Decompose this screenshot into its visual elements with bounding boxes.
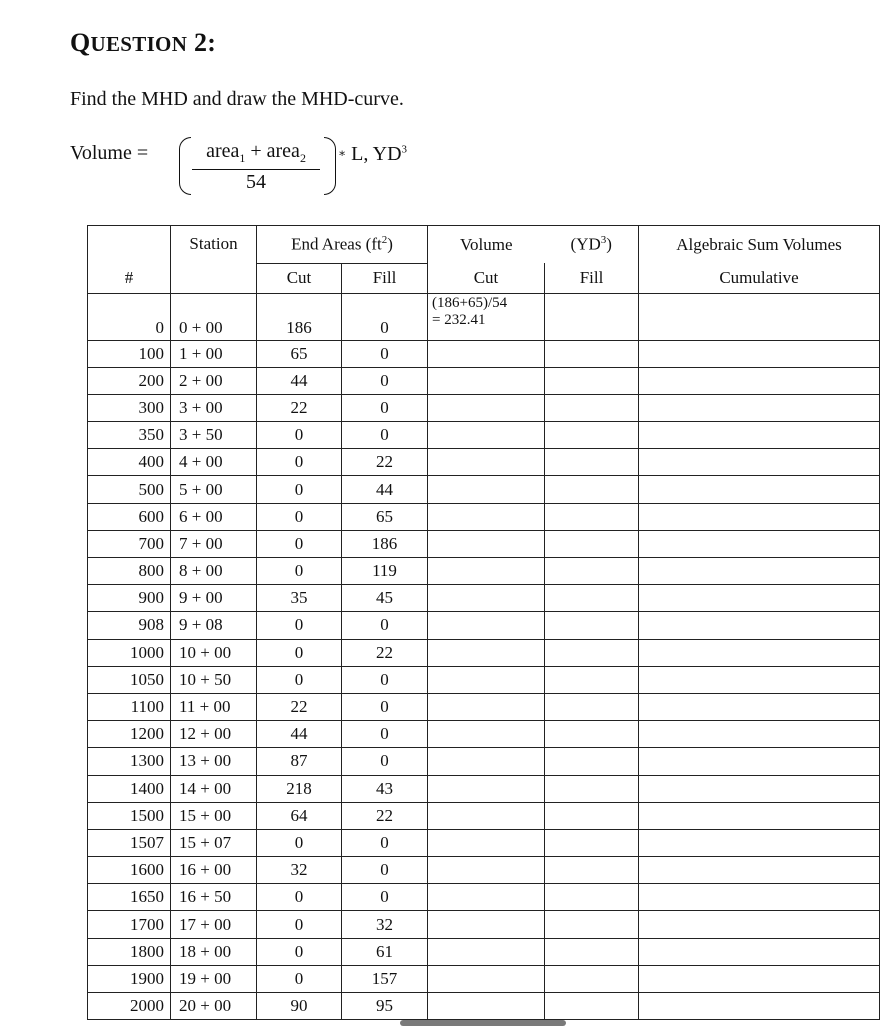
cell-cumulative [639, 394, 880, 421]
header-yd3: $(YD^3)$ [545, 226, 639, 264]
cell-cut: 90 [257, 993, 342, 1020]
cell-cut: 44 [257, 721, 342, 748]
header-volume-cut: Cut [428, 263, 545, 293]
cell-cumulative [639, 993, 880, 1020]
cell-volume-cut [428, 965, 545, 992]
cell-cumulative [639, 367, 880, 394]
formula-numerator: area$_1$ + area$_2$ [206, 140, 306, 165]
cell-station: 10 + 00 [171, 639, 257, 666]
cell-cut: 218 [257, 775, 342, 802]
header-end-areas: End Areas $(ft^2)$ [257, 226, 428, 264]
cell-station: 2 + 00 [171, 367, 257, 394]
cell-volume-fill [545, 884, 639, 911]
header-volume: Volume [428, 226, 545, 264]
cell-fill: 0 [342, 612, 428, 639]
cell-num: 1700 [88, 911, 171, 938]
instruction-text: Find the MHD and draw the MHD-curve. [70, 88, 404, 110]
cell-station: 19 + 00 [171, 965, 257, 992]
cell-station: 15 + 07 [171, 829, 257, 856]
cell-cut: 44 [257, 367, 342, 394]
cell-station: 15 + 00 [171, 802, 257, 829]
cell-num: 1100 [88, 693, 171, 720]
table-row [88, 965, 880, 992]
header-station-bottom [171, 263, 257, 293]
cell-cut: 0 [257, 829, 342, 856]
table-row [88, 530, 880, 557]
cell-station: 7 + 00 [171, 530, 257, 557]
cell-station: 6 + 00 [171, 503, 257, 530]
cell-station: 9 + 00 [171, 585, 257, 612]
cell-station: 16 + 50 [171, 884, 257, 911]
cell-cumulative [639, 612, 880, 639]
cell-fill: 0 [342, 422, 428, 449]
cell-volume-fill [545, 340, 639, 367]
table-row [88, 693, 880, 720]
cell-fill: 0 [342, 829, 428, 856]
table-row [88, 748, 880, 775]
cell-cumulative [639, 721, 880, 748]
cell-fill: 32 [342, 911, 428, 938]
cell-volume-fill [545, 530, 639, 557]
cell-volume-cut [428, 802, 545, 829]
cell-cumulative [639, 802, 880, 829]
cell-num: 1300 [88, 748, 171, 775]
cell-volume-fill [545, 666, 639, 693]
cell-cumulative [639, 476, 880, 503]
table-row [88, 802, 880, 829]
table-row [88, 422, 880, 449]
cell-station: 1 + 00 [171, 340, 257, 367]
cell-num: 500 [88, 476, 171, 503]
cell-cut: 0 [257, 884, 342, 911]
cell-num: 1200 [88, 721, 171, 748]
cell-volume-cut [428, 993, 545, 1020]
cell-station: 5 + 00 [171, 476, 257, 503]
cell-volume-cut [428, 666, 545, 693]
cell-volume-cut [428, 293, 545, 340]
cell-cumulative [639, 829, 880, 856]
cell-num: 600 [88, 503, 171, 530]
cell-fill: 22 [342, 449, 428, 476]
table-row [88, 993, 880, 1020]
cell-volume-cut [428, 938, 545, 965]
cell-cumulative [639, 666, 880, 693]
cell-volume-cut [428, 476, 545, 503]
formula-denominator: 54 [246, 171, 266, 193]
formula-lhs: Volume = [70, 142, 149, 164]
table-row [88, 938, 880, 965]
header-algebraic-sum: Algebraic Sum Volumes [639, 226, 880, 264]
cell-cut: 0 [257, 911, 342, 938]
table-row [88, 612, 880, 639]
cell-cumulative [639, 965, 880, 992]
cell-volume-fill [545, 639, 639, 666]
cell-cumulative [639, 938, 880, 965]
cell-cut: 22 [257, 693, 342, 720]
cell-fill: 0 [342, 666, 428, 693]
cell-cut: 0 [257, 612, 342, 639]
cell-volume-cut [428, 340, 545, 367]
cell-station: 20 + 00 [171, 993, 257, 1020]
cell-num: 1800 [88, 938, 171, 965]
cell-volume-fill [545, 293, 639, 340]
earthwork-table [87, 225, 880, 1020]
table-row [88, 666, 880, 693]
cell-volume-fill [545, 422, 639, 449]
cell-num: 1600 [88, 857, 171, 884]
cell-fill: 65 [342, 503, 428, 530]
fraction-bar [192, 169, 320, 170]
cell-cut: 0 [257, 422, 342, 449]
cell-volume-cut [428, 585, 545, 612]
cell-station: 18 + 00 [171, 938, 257, 965]
cell-num: 1900 [88, 965, 171, 992]
cell-cumulative [639, 422, 880, 449]
cell-cumulative [639, 530, 880, 557]
cell-num: 700 [88, 530, 171, 557]
cell-station: 4 + 00 [171, 449, 257, 476]
table-row [88, 476, 880, 503]
cell-station: 11 + 00 [171, 693, 257, 720]
cell-volume-cut [428, 857, 545, 884]
cell-volume-fill [545, 503, 639, 530]
cell-cumulative [639, 340, 880, 367]
cell-cut: 35 [257, 585, 342, 612]
cell-fill: 0 [342, 748, 428, 775]
cell-volume-cut [428, 748, 545, 775]
cell-cumulative [639, 911, 880, 938]
cell-cut: 0 [257, 503, 342, 530]
cell-volume-fill [545, 476, 639, 503]
cell-volume-cut [428, 639, 545, 666]
cell-num: 100 [88, 340, 171, 367]
cell-fill: 157 [342, 965, 428, 992]
volume-note-line1: (186+65)/54 [432, 294, 508, 311]
cell-cut: 0 [257, 639, 342, 666]
cell-cut: 64 [257, 802, 342, 829]
cell-volume-fill [545, 802, 639, 829]
cell-volume-cut [428, 693, 545, 720]
cell-station: 16 + 00 [171, 857, 257, 884]
cell-volume-fill [545, 585, 639, 612]
table-row [88, 829, 880, 856]
formula-rhs: ∗ L, $YD^3$ [338, 143, 408, 165]
cell-num: 1400 [88, 775, 171, 802]
cell-cut: 0 [257, 965, 342, 992]
cell-volume-fill [545, 693, 639, 720]
cell-volume-fill [545, 748, 639, 775]
header-fill: Fill [342, 263, 428, 293]
question-title: QUESTION 2: [70, 28, 217, 57]
header-cumulative: Cumulative [639, 263, 880, 293]
table-row [88, 857, 880, 884]
cell-num: 2000 [88, 993, 171, 1020]
cell-num: 1050 [88, 666, 171, 693]
cell-cut: 65 [257, 340, 342, 367]
cell-num: 900 [88, 585, 171, 612]
cell-cut: 0 [257, 449, 342, 476]
cell-station: 10 + 50 [171, 666, 257, 693]
cell-volume-fill [545, 911, 639, 938]
cell-cut: 0 [257, 666, 342, 693]
cell-station: 12 + 00 [171, 721, 257, 748]
cell-fill: 0 [342, 721, 428, 748]
cell-volume-fill [545, 965, 639, 992]
cell-volume-cut [428, 558, 545, 585]
cell-volume-fill [545, 721, 639, 748]
table-row [88, 558, 880, 585]
cell-volume-cut [428, 367, 545, 394]
cell-fill: 95 [342, 993, 428, 1020]
cell-cumulative [639, 639, 880, 666]
table-row [88, 585, 880, 612]
table-row [88, 503, 880, 530]
cell-cumulative [639, 748, 880, 775]
cell-cumulative [639, 884, 880, 911]
cell-volume-fill [545, 857, 639, 884]
cell-volume-cut [428, 422, 545, 449]
table-row [88, 911, 880, 938]
table-row [88, 721, 880, 748]
cell-cumulative [639, 857, 880, 884]
cell-fill: 119 [342, 558, 428, 585]
cell-volume-cut [428, 612, 545, 639]
cell-cut: 0 [257, 476, 342, 503]
cell-volume-cut [428, 829, 545, 856]
cell-station: 13 + 00 [171, 748, 257, 775]
cell-cumulative [639, 293, 880, 340]
table-row [88, 884, 880, 911]
cell-cumulative [639, 585, 880, 612]
cell-fill: 0 [342, 394, 428, 421]
cell-volume-cut [428, 775, 545, 802]
cell-cut: 32 [257, 857, 342, 884]
right-paren [324, 137, 336, 195]
cell-cumulative [639, 775, 880, 802]
header-num-top [88, 226, 171, 264]
cell-volume-fill [545, 612, 639, 639]
table-row [88, 775, 880, 802]
table-row [88, 394, 880, 421]
cell-volume-fill [545, 367, 639, 394]
table-row [88, 639, 880, 666]
cell-volume-cut [428, 911, 545, 938]
cell-cut: 0 [257, 938, 342, 965]
cell-num: 400 [88, 449, 171, 476]
cell-num: 908 [88, 612, 171, 639]
cell-cumulative [639, 449, 880, 476]
cell-fill: 0 [342, 340, 428, 367]
cell-station: 17 + 00 [171, 911, 257, 938]
cell-volume-fill [545, 449, 639, 476]
cell-fill: 0 [342, 693, 428, 720]
header-cut: Cut [257, 263, 342, 293]
cell-num: 300 [88, 394, 171, 421]
cell-volume-cut [428, 721, 545, 748]
table-row [88, 367, 880, 394]
cell-num: 200 [88, 367, 171, 394]
cell-station: 3 + 00 [171, 394, 257, 421]
cell-volume-cut [428, 503, 545, 530]
header-station: Station [171, 226, 257, 264]
cell-fill: 61 [342, 938, 428, 965]
cell-fill: 22 [342, 802, 428, 829]
cell-cut: 87 [257, 748, 342, 775]
header-num: # [88, 263, 171, 293]
cell-fill: 45 [342, 585, 428, 612]
cell-volume-fill [545, 829, 639, 856]
table-row [88, 293, 880, 340]
cell-station: 3 + 50 [171, 422, 257, 449]
cell-volume-fill [545, 775, 639, 802]
cell-num: 1650 [88, 884, 171, 911]
cell-cut: 0 [257, 530, 342, 557]
cell-fill: 22 [342, 639, 428, 666]
cell-fill: 0 [342, 367, 428, 394]
cell-fill: 0 [342, 884, 428, 911]
cell-fill: 44 [342, 476, 428, 503]
cell-cumulative [639, 558, 880, 585]
cell-fill: 186 [342, 530, 428, 557]
cell-num: 1500 [88, 802, 171, 829]
cell-volume-fill [545, 394, 639, 421]
cell-volume-fill [545, 558, 639, 585]
cell-volume-fill [545, 938, 639, 965]
cell-fill: 43 [342, 775, 428, 802]
cell-volume-cut [428, 449, 545, 476]
cell-cut: 22 [257, 394, 342, 421]
cell-station: 14 + 00 [171, 775, 257, 802]
cell-station: 0 + 00 [171, 293, 257, 340]
cell-fill: 0 [342, 293, 428, 340]
cell-num: 1000 [88, 639, 171, 666]
volume-note-line2: = 232.41 [432, 311, 486, 328]
cell-cut: 0 [257, 558, 342, 585]
cell-cumulative [639, 503, 880, 530]
cell-num: 0 [88, 293, 171, 340]
cell-volume-cut [428, 394, 545, 421]
cell-volume-cut [428, 530, 545, 557]
horizontal-scrollbar[interactable] [400, 1020, 566, 1026]
cell-num: 350 [88, 422, 171, 449]
cell-num: 800 [88, 558, 171, 585]
cell-volume-cut [428, 884, 545, 911]
table-row [88, 340, 880, 367]
table-row [88, 449, 880, 476]
cell-fill: 0 [342, 857, 428, 884]
cell-station: 9 + 08 [171, 612, 257, 639]
left-paren [179, 137, 191, 195]
cell-cut: 186 [257, 293, 342, 340]
cell-num: 1507 [88, 829, 171, 856]
cell-cumulative [639, 693, 880, 720]
cell-volume-fill [545, 993, 639, 1020]
formula-fraction [192, 140, 320, 194]
cell-station: 8 + 00 [171, 558, 257, 585]
header-volume-fill: Fill [545, 263, 639, 293]
